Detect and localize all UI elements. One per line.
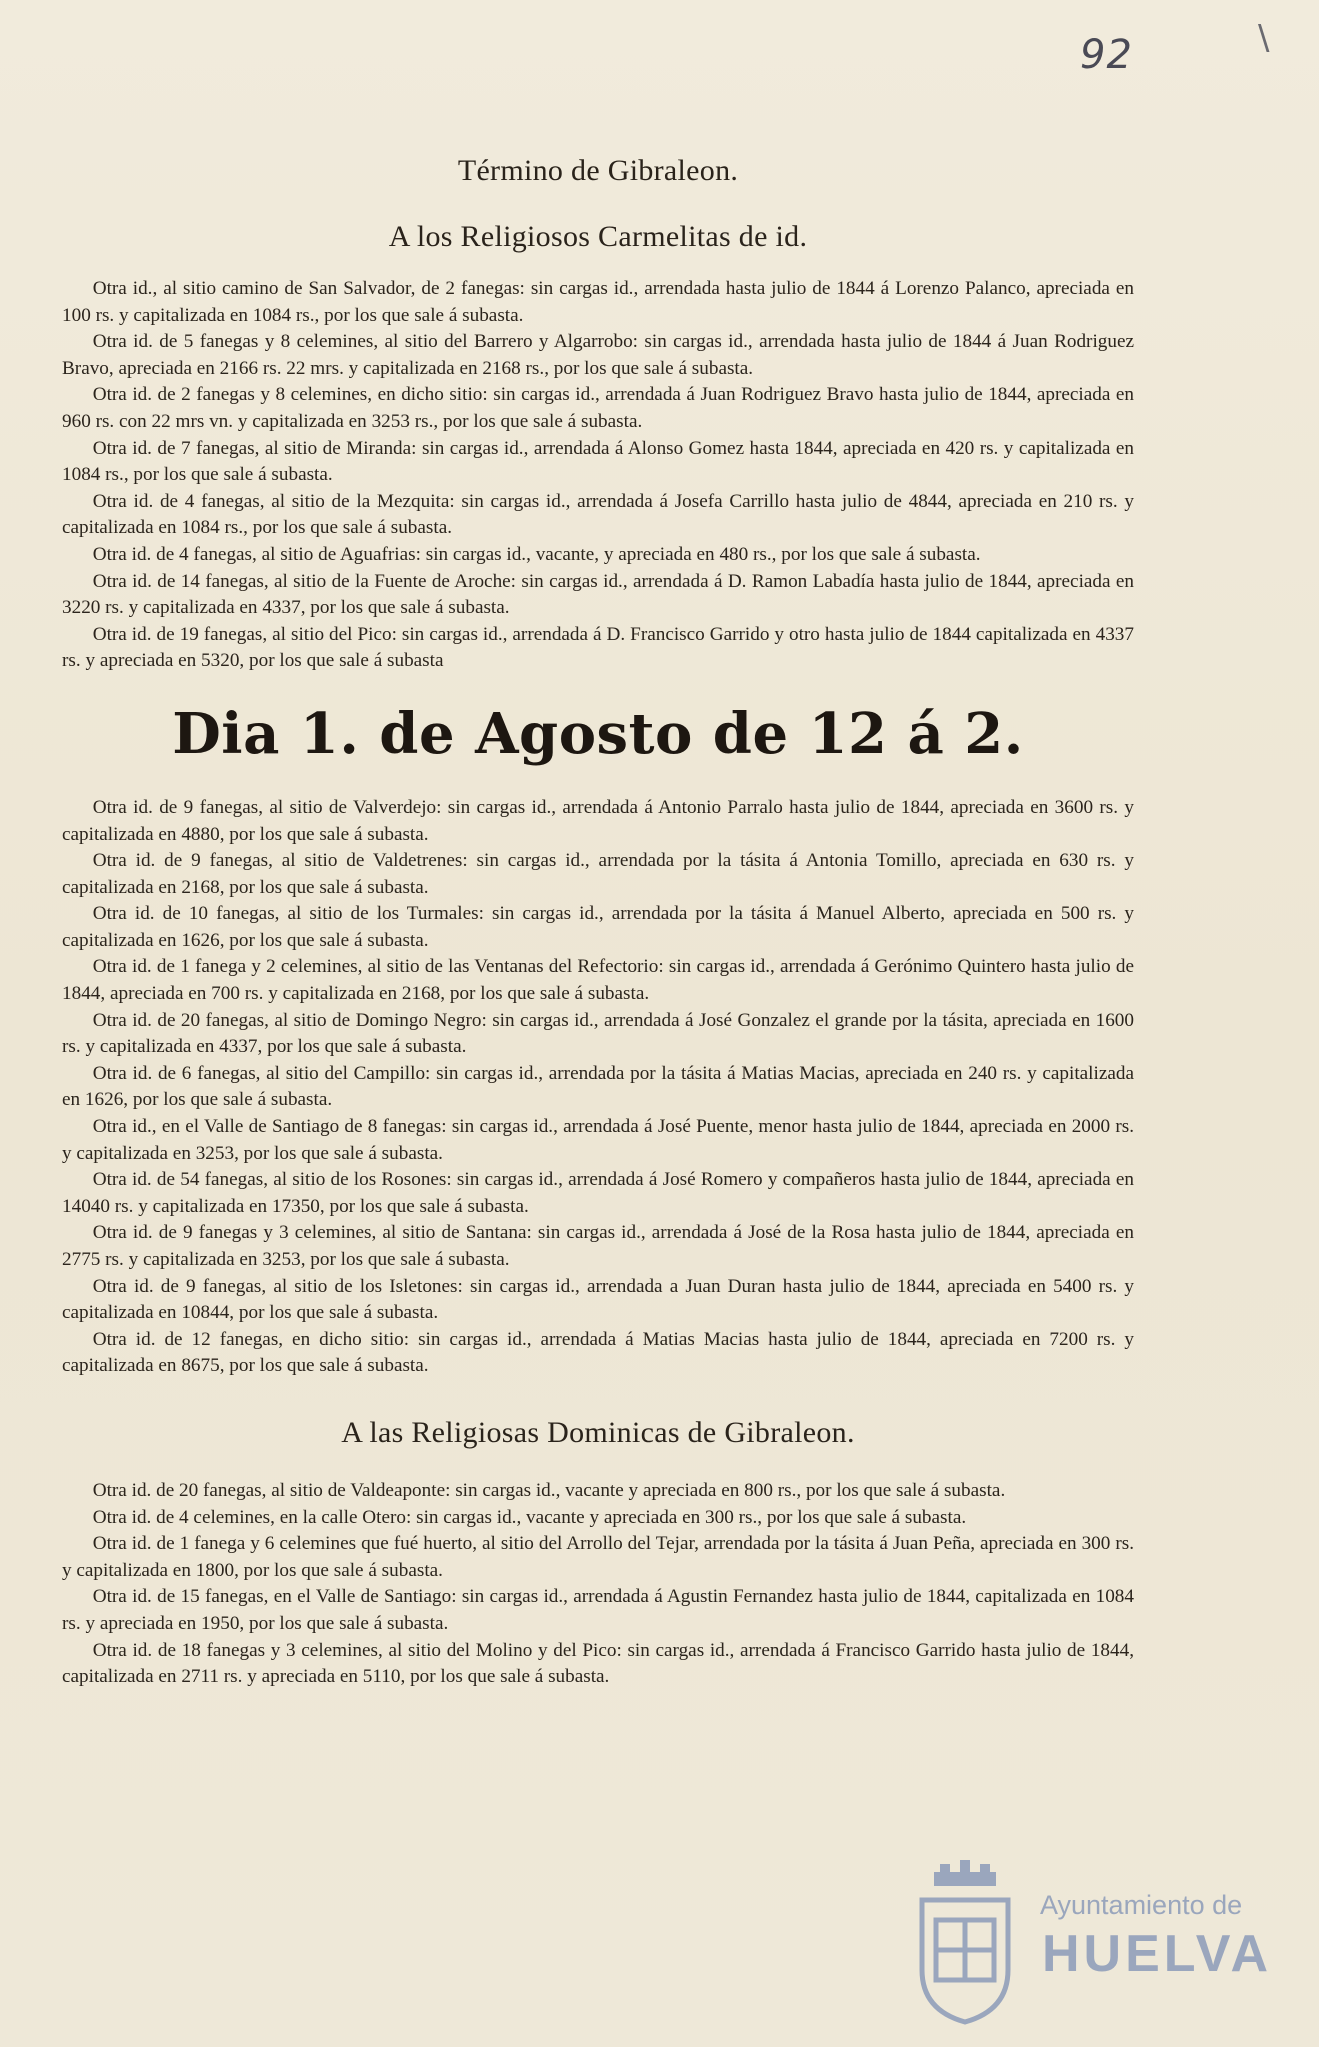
entry-paragraph: Otra id. de 7 fanegas, al sitio de Miranda: sin cargas id., arrendada á Alonso Gomez hasta 1844, apreciada en 420 rs. y capitalizada en 1084 rs., por los que sale á subasta. <box>62 437 1134 486</box>
entry-paragraph: Otra id. de 4 fanegas, al sitio de la Mezquita: sin cargas id., arrendada á Josefa Carrillo hasta julio de 4844, apreciada en 210 rs. y capitalizada en 1084 rs., por los que sale á subasta. <box>62 490 1134 539</box>
watermark-line1: Ayuntamiento de <box>1040 1890 1243 1920</box>
folio-number: 92 <box>1080 32 1133 78</box>
entry-paragraph: Otra id. de 18 fanegas y 3 celemines, al sitio del Molino y del Pico: sin cargas id., arrendada á Francisco Garrido hasta julio de 1844, capitalizada en 2711 rs. y apreciada en 5110, por los que sale á subasta. <box>62 1639 1134 1688</box>
entry-paragraph: Otra id. de 9 fanegas, al sitio de Valdetrenes: sin cargas id., arrendada por la tásita á Antonia Tomillo, apreciada en 630 rs. y capitalizada en 2168, por los que sale á subasta. <box>62 850 1134 898</box>
entry-paragraph: Otra id. de 1 fanega y 6 celemines que fué huerto, al sitio del Arrollo del Tejar, arrendada por la tásita á Juan Peña, apreciada en 300 rs. y capitalizada en 1800, por los que sale á subasta. <box>62 1533 1134 1581</box>
entry-paragraph: Otra id. de 6 fanegas, al sitio del Campillo: sin cargas id., arrendada por la tásita á Matias Macias, apreciada en 240 rs. y capitalizada en 1626, por los que sale á subasta. <box>62 1062 1134 1111</box>
watermark-stamp <box>900 1860 1280 2030</box>
corner-pencil-mark: \ <box>1258 18 1270 58</box>
dominicas-title: A las Religiosas Dominicas de Gibraleon. <box>341 1415 855 1449</box>
entry-paragraph: Otra id. de 2 fanegas y 8 celemines, en dicho sitio: sin cargas id., arrendada á Juan Rodriguez Bravo hasta julio de 1844, apreciada en 960 rs. con 22 mrs vn. y capitalizada en 3253 rs., por los que sale á subasta. <box>62 384 1134 432</box>
entry-paragraph: Otra id. de 5 fanegas y 8 celemines, al sitio del Barrero y Algarrobo: sin cargas id., arrendada hasta julio de 1844 á Juan Rodriguez Bravo, apreciada en 2166 rs. 22 mrs. y capitalizada en 2168 rs., por los que sale á subasta. <box>62 331 1134 379</box>
entry-paragraph: Otra id. de 20 fanegas, al sitio de Valdeaponte: sin cargas id., vacante y apreciada en 800 rs., por los que sale á subasta. <box>92 1479 1006 1501</box>
day-heading: Dia 1. de Agosto de 12 á 2. <box>172 700 1024 767</box>
dominicas-entries <box>62 1478 1134 1691</box>
entry-paragraph: Otra id. de 10 fanegas, al sitio de los Turmales: sin cargas id., arrendada por la tásita á Manuel Alberto, apreciada en 500 rs. y capitalizada en 1626, por los que sale á subasta. <box>62 903 1134 951</box>
entry-paragraph: Otra id. de 9 fanegas, al sitio de Valverdejo: sin cargas id., arrendada á Antonio Parralo hasta julio de 1844, apreciada en 3600 rs. y capitalizada en 4880, por los que sale á subasta. <box>62 796 1134 845</box>
carmelitas-entries <box>62 276 1134 675</box>
entry-paragraph: Otra id. de 9 fanegas y 3 celemines, al sitio de Santana: sin cargas id., arrendada á José de la Rosa hasta julio de 1844, apreciada en 2775 rs. y capitalizada en 3253, por los que sale á subasta. <box>62 1222 1134 1270</box>
entry-paragraph: Otra id. de 15 fanegas, en el Valle de Santiago: sin cargas id., arrendada á Agustin Fernandez hasta julio de 1844, capitalizada en 1084 rs. y apreciada en 1950, por los que sale á subasta. <box>62 1586 1134 1634</box>
watermark-line2: HUELVA <box>1042 1925 1273 1983</box>
entry-paragraph: Otra id. de 20 fanegas, al sitio de Domingo Negro: sin cargas id., arrendada á José Gonzalez el grande por la tásita, apreciada en 1600 rs. y capitalizada en 4337, por los que sale á subasta. <box>62 1009 1134 1058</box>
entry-paragraph: Otra id. de 4 celemines, en la calle Otero: sin cargas id., vacante y apreciada en 300 rs., por los que sale á subasta. <box>92 1506 967 1528</box>
carmelitas-title: A los Religiosos Carmelitas de id. <box>388 220 808 253</box>
entry-paragraph: Otra id. de 12 fanegas, en dicho sitio: sin cargas id., arrendada á Matias Macias hasta julio de 1844, apreciada en 7200 rs. y capitalizada en 8675, por los que sale á subasta. <box>62 1328 1134 1377</box>
term-title: Término de Gibraleon. <box>457 154 739 187</box>
entry-paragraph: Otra id., en el Valle de Santiago de 8 fanegas: sin cargas id., arrendada á José Puente, menor hasta julio de 1844, apreciada en 2000 rs. y capitalizada en 3253, por los que sale á subasta. <box>62 1116 1134 1164</box>
entry-paragraph: Otra id. de 1 fanega y 2 celemines, al sitio de las Ventanas del Refectorio: sin cargas id., arrendada á Gerónimo Quintero hasta julio de 1844, apreciada en 700 rs. y capitalizada en 2168, por los que sale á subasta. <box>62 956 1134 1005</box>
entry-paragraph: Otra id. de 14 fanegas, al sitio de la Fuente de Aroche: sin cargas id., arrendada á D. Ramon Labadía hasta julio de 1844, apreciada en 3220 rs. y capitalizada en 4337, por los que sale á subasta. <box>62 570 1134 619</box>
entry-paragraph: Otra id. de 9 fanegas, al sitio de los Isletones: sin cargas id., arrendada a Juan Duran hasta julio de 1844, apreciada en 5400 rs. y capitalizada en 10844, por los que sale á subasta. <box>62 1275 1134 1324</box>
day-entries <box>62 795 1134 1380</box>
document-body <box>62 150 1134 1691</box>
coat-of-arms-icon <box>900 1860 1030 2030</box>
entry-paragraph: Otra id. de 19 fanegas, al sitio del Pico: sin cargas id., arrendada á D. Francisco Garrido y otro hasta julio de 1844 capitalizada en 4337 rs. y apreciada en 5320, por los que sale á subasta <box>62 623 1134 672</box>
entry-paragraph: Otra id. de 4 fanegas, al sitio de Aguafrias: sin cargas id., vacante, y apreciada en 480 rs., por los que sale á subasta. <box>92 543 981 565</box>
entry-paragraph: Otra id. de 54 fanegas, al sitio de los Rosones: sin cargas id., arrendada á José Romero y compañeros hasta julio de 1844, apreciada en 14040 rs. y capitalizada en 17350, por los que sale á subasta. <box>62 1169 1134 1217</box>
entry-paragraph: Otra id., al sitio camino de San Salvador, de 2 fanegas: sin cargas id., arrendada hasta julio de 1844 á Lorenzo Palanco, apreciada en 100 rs. y capitalizada en 1084 rs., por los que sale á subasta. <box>62 278 1134 326</box>
